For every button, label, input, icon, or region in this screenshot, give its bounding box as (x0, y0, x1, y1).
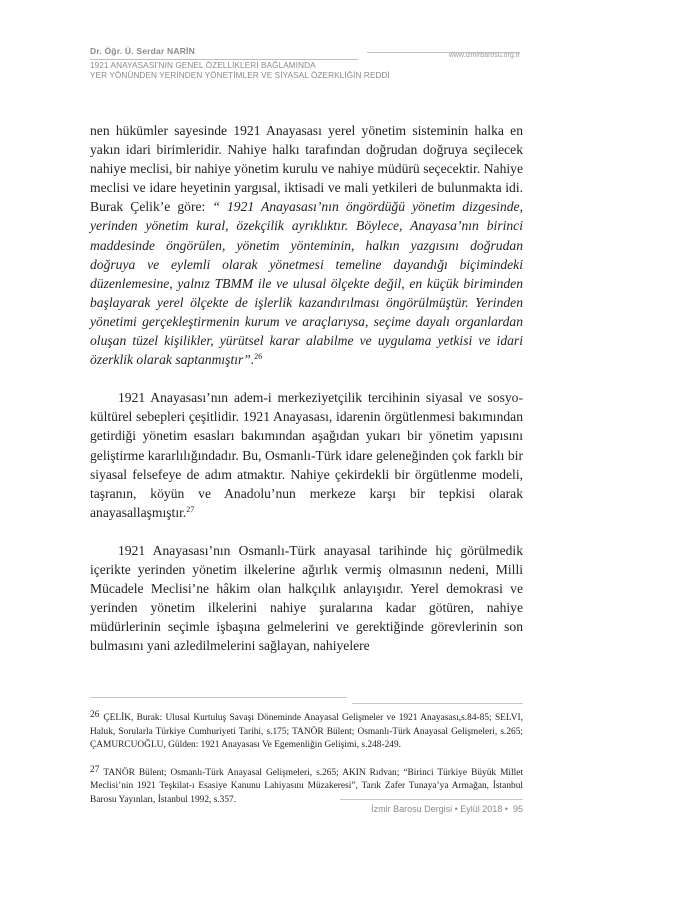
paragraph-1 (90, 121, 523, 369)
paragraph-3 (90, 541, 523, 656)
main-text (90, 121, 523, 655)
website-url[interactable]: www.izmirbarosu.org.tr (448, 52, 520, 59)
paragraph-3-text: 1921 Anayasası’nın Osmanlı-Türk anayasal tarihinde hiç görülmedik içerikte yerinden yönetim ilkelerine ağırlık vermiş olmasının nedeni, Milli Mücadele Meclisi’ne hâkim olan halkçılık anlayışıdır. Yerel demokrasi ve yerinden yönetim ilkelerini nahiye şuralarına kadar götüren, nahiye müdürlerinin seçimle işbaşına gelmelerini ve gerektiğinde görevlerinin son bulmasını yani azledilmelerini sağlayan, nahiyelere (90, 542, 523, 654)
page-header (90, 46, 520, 81)
journal-info (371, 804, 523, 814)
paragraph-1-text: nen hükümler sayesinde 1921 Anayasası yerel yönetim sisteminin halka en yakın idari birimleridir. Nahiye halkı tarafından doğrudan doğruya seçilecek nahiye meclisi, bir nahiye yönetim kurulu ve nahiye müdürü seçecektir. Nahiye meclisi ve idare heyetinin yargısal, iktisadi ve mali yetkileri de bulunmakta idi. Burak Çelik’e göre: (90, 123, 523, 215)
footnote-number: 26 (90, 710, 100, 720)
page-number: 95 (512, 804, 523, 814)
footnote-ref-26[interactable]: 26 (254, 352, 263, 362)
journal-name: İzmir Barosu Dergisi • Eylül 2018 • (371, 804, 508, 814)
paragraph-2-text: 1921 Anayasası’nın adem-i merkeziyetçilik tercihinin siyasal ve sosyo-kültürel sebepleri çeşitlidir. 1921 Anayasası, idarenin örgütlenmesi bakımından getirdiği yönetim esasları bakımından aşağıdan yukarı bir yönetim yapısını geliştirme kararlılığındadır. Bu, Osmanlı-Türk idare geleneğinden çok farklı bir siyasal felsefeye de adım atmaktır. Nahiye çekirdekli bir örgütlenme modeli, taşranın, köyün ve Anadolu’nun merkeze karşı bir tepkisi olarak anayasallaşmıştır. (90, 390, 523, 520)
footnote-text: ÇELİK, Burak: Ulusal Kurtuluş Savaşı Döneminde Anayasal Gelişmeler ve 1921 Anayasası,s.84-85; SELVI, Haluk, Sorularla Türkiye Cumhuriyeti Tarihi, s.175; TANÖR Bülent; Osmanlı-Türk Anayasal Gelişmeleri, s.265; ÇAMURCUOĞLU, Gülden: 1921 Anayasası Ve Egemenliğin Gelişimi, s.248-249. (90, 713, 523, 750)
running-title-line-2: YER YÖNÜNDEN YERİNDEN YÖNETİMLER VE SİYASAL ÖZERKLİĞİN REDDİ (90, 71, 390, 80)
footnote-separator (90, 697, 523, 705)
footnote-ref-27[interactable]: 27 (186, 504, 195, 514)
author-name: Dr. Öğr. Ü. Serdar NARİN (90, 46, 195, 56)
paragraph-2 (90, 388, 523, 522)
running-title-line-1: 1921 ANAYASASI’NIN GENEL ÖZELLİKLERİ BAĞLAMINDA (90, 61, 316, 70)
header-rule (90, 57, 520, 67)
footnote-26 (90, 709, 523, 753)
footnote-text: TANÖR Bülent; Osmanlı-Türk Anayasal Gelişmeleri, s.265; AKIN Rıdvan; “Birinci Türkiye Büyük Millet Meclisi’nin 1921 Teşkilat-ı Esasiye Kanunu Lahiyasını Müzakeresi”, Tarık Zafer Tunaya’ya Armağan, İstanbul Barosu Yayınları, İstanbul 1992, s.357. (90, 767, 523, 805)
footer-rule (340, 799, 523, 800)
footnote-number: 27 (90, 764, 100, 775)
celik-quote: “ 1921 Anayasası’nın öngördüğü yönetim dizgesinde, yerinden yönetim kural, özekçilik ayrıklıktır. Böylece, Anayasa’nın birinci maddesinde öngörülen, yönetim yönteminin, halkın yazgısını doğrudan doğruya ve eylemli olarak yönetmesi temeline dayandığı biçimindeki düzenlemesine, yalnız TBMM ile ve ulusal ölçekte değil, en küçük biriminden başlayarak yerel ölçekte de işlerlik kazandırılması öngörülmüştür. Yerinden yönetimi gerçekleştirmenin kurum ve araçlarıysa, seçime dayalı organlardan oluşan tüzel kişilikler, yürütsel karar alabilme ve uygulama yetkisi ve idari özerklik olarak saptanmıştır”. (90, 199, 523, 368)
page-footer (90, 801, 523, 821)
